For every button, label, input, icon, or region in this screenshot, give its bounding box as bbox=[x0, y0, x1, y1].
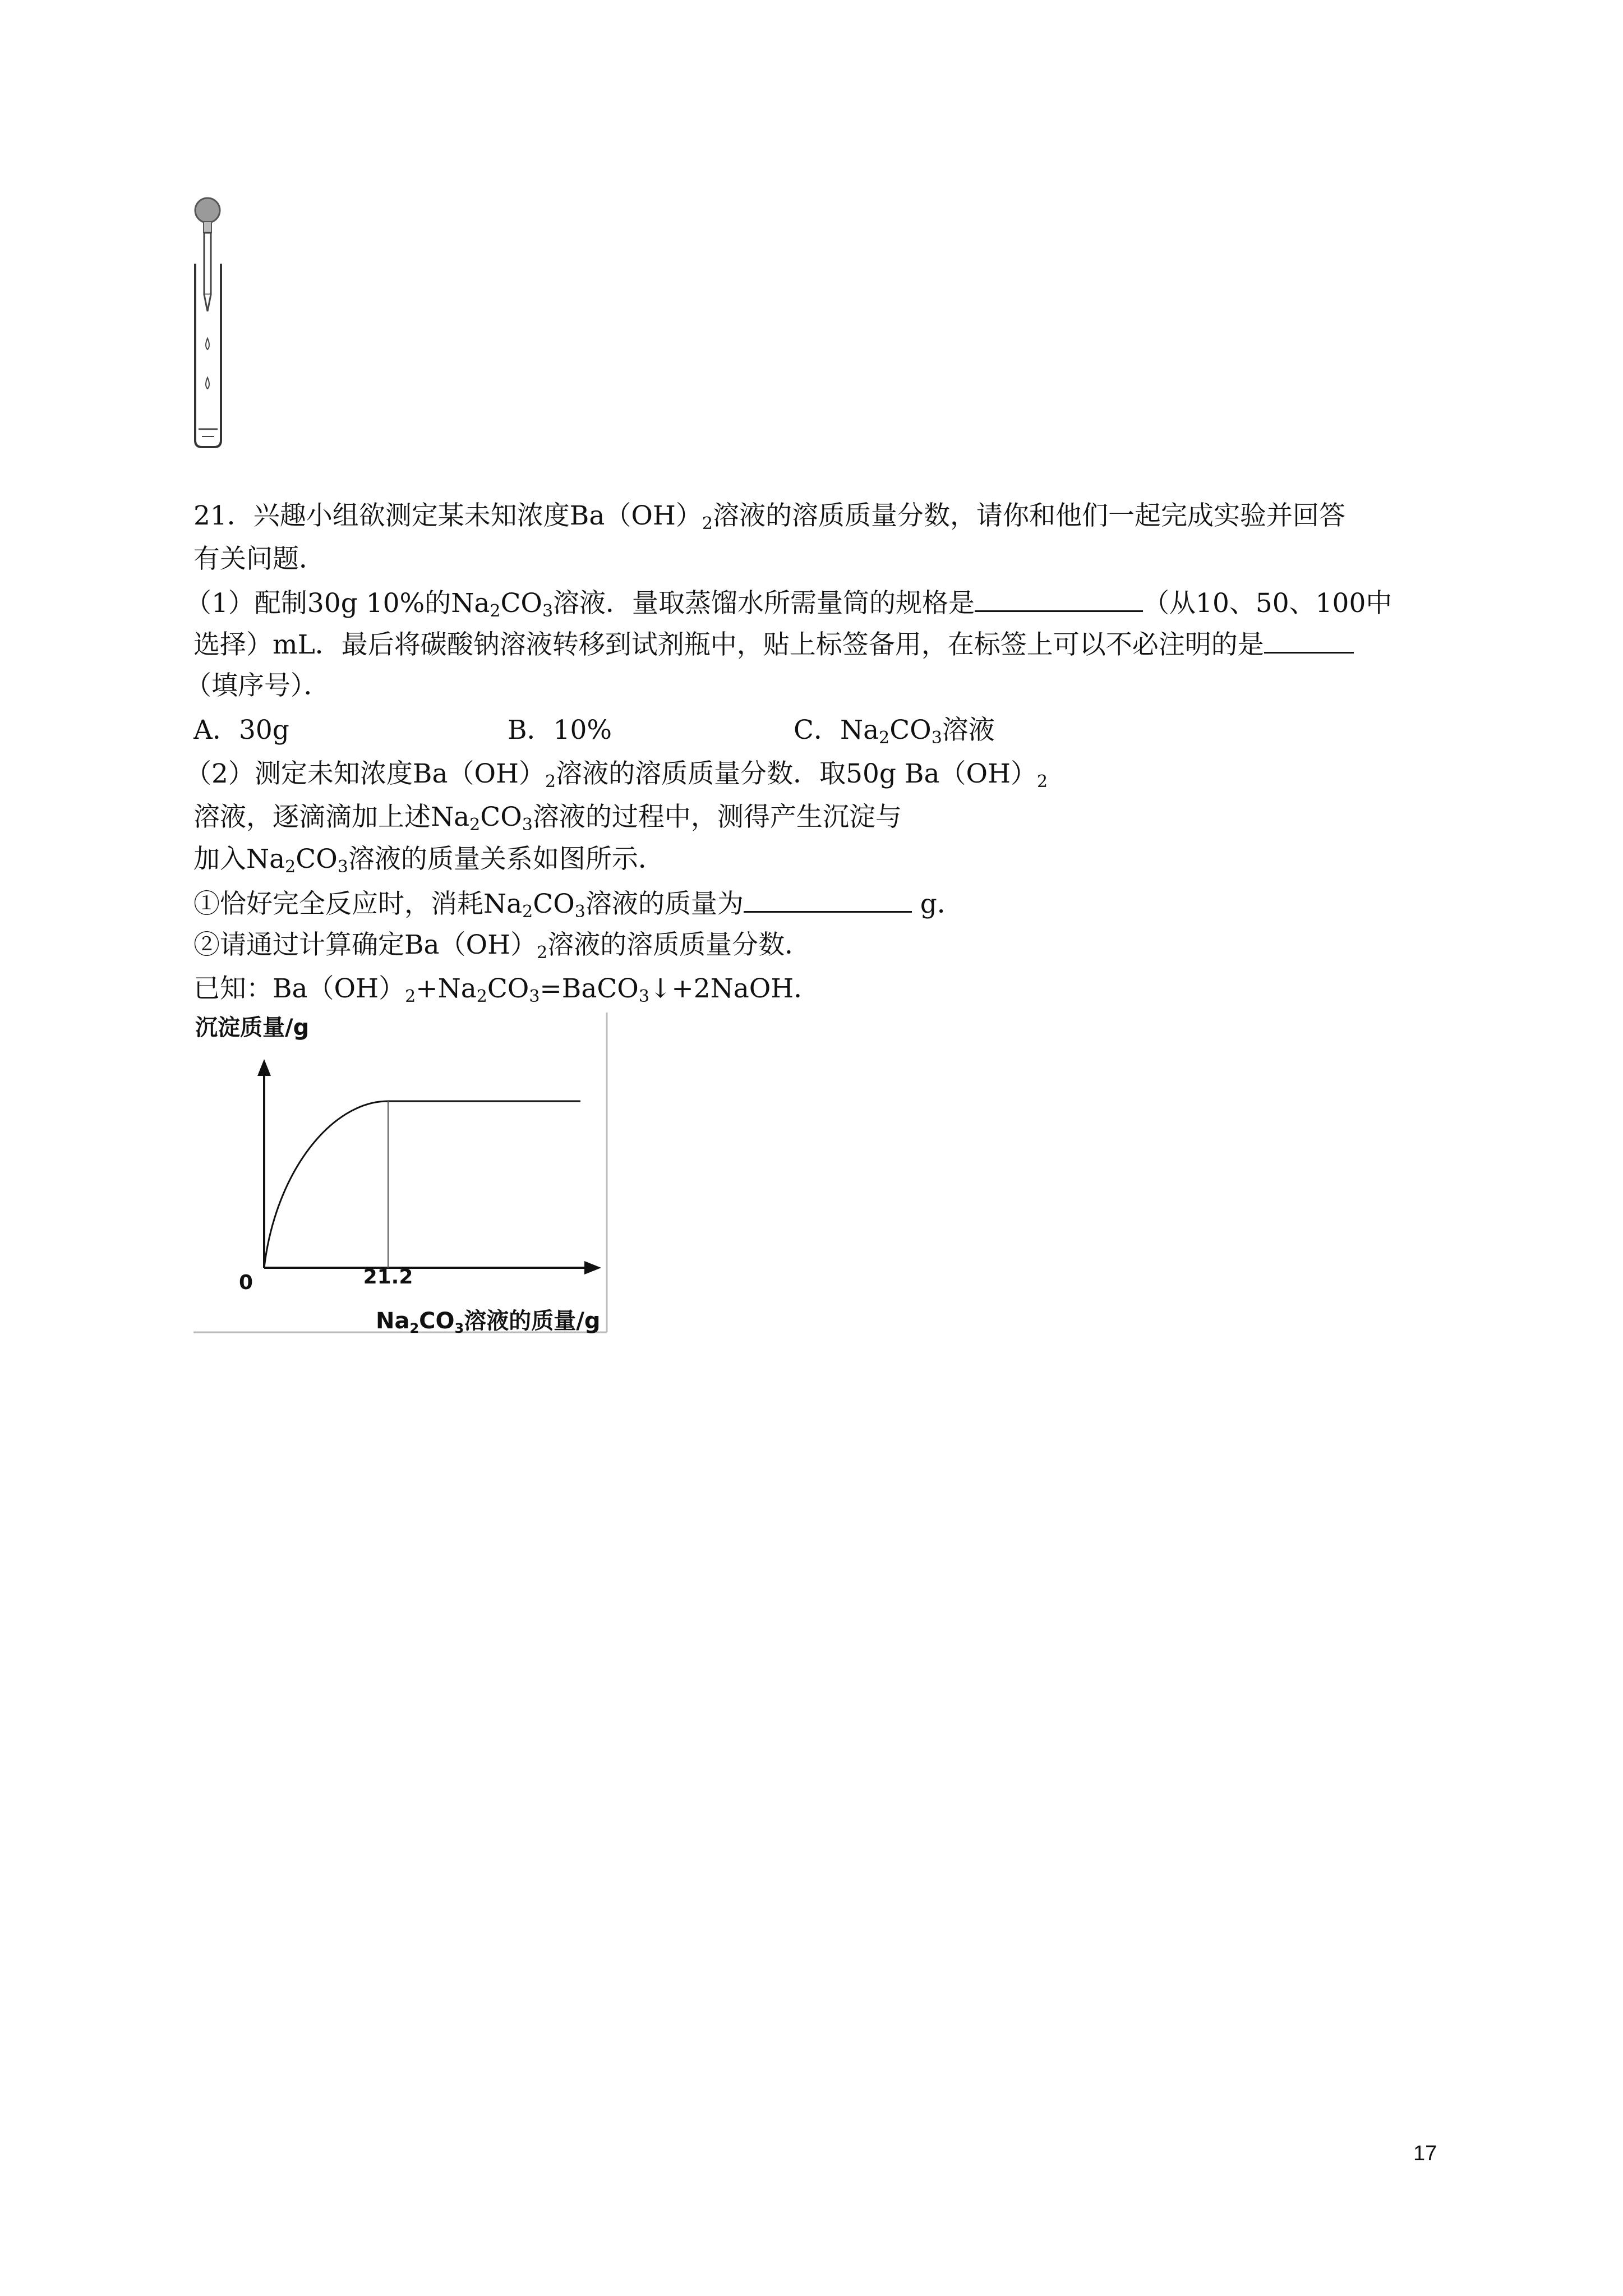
text-span: 溶液的溶质质量分数，请你和他们一起完成实验并回答 bbox=[712, 500, 1345, 531]
part1-line2 bbox=[193, 627, 1354, 662]
droplet-1 bbox=[206, 338, 209, 349]
subscript: 3 bbox=[522, 815, 533, 835]
chart-x-axis-arrow bbox=[584, 1261, 601, 1274]
answer-blank-label[interactable] bbox=[1264, 627, 1354, 654]
text-span: 溶液，逐滴滴加上述Na bbox=[193, 802, 470, 832]
text-span: CO bbox=[889, 715, 932, 746]
known-equation bbox=[193, 972, 820, 1014]
xlabel-part: CO bbox=[419, 1308, 455, 1334]
dropper-neck bbox=[204, 222, 211, 233]
subscript: 2 bbox=[1037, 772, 1048, 792]
text-span: （1）配制30g 10%的Na bbox=[185, 588, 490, 619]
text-span: 溶液的质量关系如图所示． bbox=[348, 844, 665, 875]
dropper-tube bbox=[204, 233, 211, 295]
subscript: 2 bbox=[469, 815, 481, 835]
text-span: g． bbox=[920, 889, 963, 919]
dropper-tip bbox=[204, 295, 211, 311]
text-span: 溶液的过程中，测得产生沉淀与 bbox=[532, 802, 902, 832]
subscript: 2 bbox=[522, 902, 533, 922]
text-span: CO bbox=[480, 802, 522, 832]
xlabel-part: 溶液的质量/g bbox=[464, 1308, 601, 1334]
subscript: 2 bbox=[545, 772, 556, 792]
subscript: 3 bbox=[574, 902, 585, 922]
subscript: 2 bbox=[405, 987, 416, 1006]
subscript: 2 bbox=[490, 601, 501, 621]
precipitate-mass-chart bbox=[191, 1010, 617, 1341]
subscript: 2 bbox=[285, 857, 296, 877]
chart-y-axis-arrow bbox=[257, 1059, 271, 1076]
option-c bbox=[794, 714, 995, 755]
text-span: 溶液的溶质质量分数．取50g Ba（OH） bbox=[556, 758, 1037, 789]
text-span: 溶液 bbox=[942, 715, 995, 746]
xlabel-subscript: 2 bbox=[409, 1320, 419, 1336]
text-span: CO bbox=[296, 844, 338, 875]
options-line bbox=[193, 714, 995, 755]
text-span: （从10、50、100中 bbox=[1143, 588, 1393, 619]
text-span: ①恰好完全反应时，消耗Na bbox=[193, 889, 523, 919]
text-span: （填序号）． bbox=[185, 670, 330, 701]
subquestion-2 bbox=[193, 928, 811, 970]
xlabel-part: Na bbox=[376, 1308, 410, 1334]
text-span: ↓+2NaOH． bbox=[649, 973, 820, 1004]
text-span: ②请通过计算确定Ba（OH） bbox=[193, 930, 537, 960]
text-span: 溶液．量取蒸馏水所需量筒的规格是 bbox=[553, 588, 975, 619]
part2-line2 bbox=[193, 800, 902, 842]
option-b: B．10% bbox=[508, 715, 612, 746]
subscript: 3 bbox=[337, 857, 348, 877]
answer-blank-cylinder[interactable] bbox=[975, 586, 1143, 612]
text-span: 加入Na bbox=[193, 844, 285, 875]
text-span: C．Na bbox=[794, 715, 879, 746]
part1-line1 bbox=[185, 586, 1392, 628]
text-span: CO bbox=[487, 973, 529, 1004]
text-span: =BaCO bbox=[540, 973, 639, 1004]
part2-line1 bbox=[185, 757, 1048, 799]
subscript: 3 bbox=[638, 987, 649, 1006]
text-span: 溶液的质量为 bbox=[585, 889, 744, 919]
page-number: 17 bbox=[1413, 2142, 1437, 2165]
answer-blank-mass[interactable] bbox=[744, 886, 912, 913]
text-span: 21．兴趣小组欲测定某未知浓度Ba（OH） bbox=[193, 500, 702, 531]
subscript: 2 bbox=[879, 728, 890, 748]
text-span: +Na bbox=[416, 973, 477, 1004]
droplet-2 bbox=[206, 378, 209, 389]
text-span: 溶液的溶质质量分数． bbox=[547, 930, 811, 960]
text-span: CO bbox=[533, 889, 575, 919]
text-span: CO bbox=[500, 588, 542, 619]
part2-line3 bbox=[193, 843, 665, 884]
text-span: 已知：Ba（OH） bbox=[193, 973, 405, 1004]
chart-xlabel bbox=[376, 1308, 600, 1336]
subscript: 2 bbox=[476, 987, 487, 1006]
chart-x-tick-label: 21.2 bbox=[363, 1266, 413, 1289]
question-intro-line2 bbox=[193, 542, 325, 576]
option-a: A．30g bbox=[193, 715, 289, 746]
subscript: 2 bbox=[702, 514, 713, 533]
chart-ylabel: 沉淀质量/g bbox=[195, 1015, 310, 1041]
subscript: 3 bbox=[529, 987, 540, 1006]
subscript: 2 bbox=[537, 943, 548, 963]
chart-series-curve bbox=[264, 1101, 388, 1268]
dropper-bulb bbox=[195, 198, 220, 223]
chart-origin-label: 0 bbox=[239, 1271, 253, 1294]
dropper-test-tube-illustration bbox=[191, 194, 236, 452]
text-span: （2）测定未知浓度Ba（OH） bbox=[185, 758, 545, 789]
text-span: 有关问题． bbox=[193, 544, 325, 574]
part1-line3 bbox=[185, 669, 330, 703]
question-intro-line1 bbox=[193, 499, 1345, 541]
text-span: 选择）mL．最后将碳酸钠溶液转移到试剂瓶中，贴上标签备用，在标签上可以不必注明的是 bbox=[193, 629, 1264, 660]
subquestion-1 bbox=[193, 886, 963, 929]
xlabel-subscript: 3 bbox=[454, 1320, 464, 1336]
subscript: 3 bbox=[931, 728, 942, 748]
subscript: 3 bbox=[542, 601, 554, 621]
